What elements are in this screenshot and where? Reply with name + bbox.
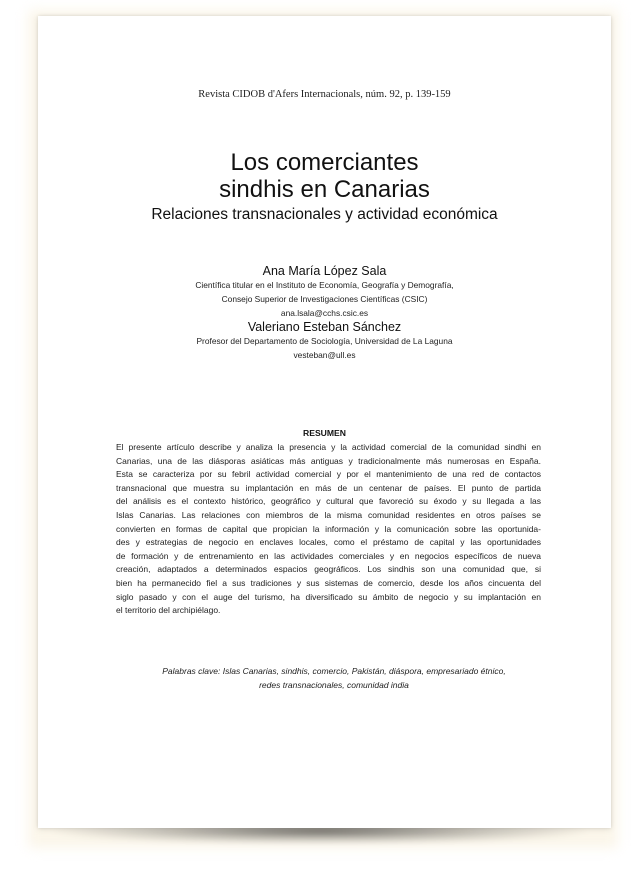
author-2-affiliation-line-1: Profesor del Departamento de Sociología, Universidad de La Laguna <box>196 336 453 346</box>
author-1-affiliation-line-1: Científica titular en el Instituto de Economía, Geografía y Demografía, <box>195 280 454 290</box>
keywords <box>133 664 535 692</box>
abstract-line: convierten en formas de capital que propician la información y la comunicación sobre las oportunida- <box>116 523 541 534</box>
abstract-heading: RESUMEN <box>303 428 346 438</box>
abstract-line: creación, adaptados a determinados espacios geográficos. Los sindhis son una comunidad que, si <box>116 564 541 575</box>
title-line-1: Los comerciantes <box>230 149 419 176</box>
title-line-2: sindhis en Canarias <box>219 176 430 203</box>
abstract-line: Islas Canarias. Las relaciones con miembros de la misma comunidad residentes en otros países se <box>116 509 541 520</box>
abstract-line: bien ha permanecido fiel a sus tradiciones y sus sistemas de comercio, desde los años cincuenta del <box>116 577 541 588</box>
abstract-line: de formación y de entrenamiento en las actividades comerciales y en negocios específicos de nueva <box>116 550 541 561</box>
abstract-line: transnacional que muestra su implantación en más de un centenar de países. El punto de partida <box>116 482 541 493</box>
abstract-line: del análisis es el contexto histórico, geográfico y cultural que favoreció su éxodo y su llegada a las <box>116 496 541 507</box>
document-page <box>38 16 611 828</box>
abstract-line: des y estrategias de negocio en enclaves locales, como el préstamo de capital y las oportunidades <box>116 537 541 548</box>
author-name-1: Ana María López Sala <box>262 264 387 278</box>
keywords-line-2: redes transnacionales, comunidad india <box>259 680 409 690</box>
abstract-line: Esta se caracteriza por su febril actividad comercial y por el mantenimiento de una red de contactos <box>116 469 541 480</box>
abstract-line: El presente artículo describe y analiza la presencia y la actividad comercial de la comunidad sindhi en <box>116 442 541 452</box>
abstract-line: Canarias, una de las diásporas asiáticas más antiguas y tradicionalmente más numerosas en España. <box>116 455 541 466</box>
author-1-email: ana.lsala@cchs.csic.es <box>280 308 369 318</box>
abstract-line: el territorio del archipiélago. <box>116 605 221 616</box>
author-name-2: Valeriano Esteban Sánchez <box>247 320 402 334</box>
abstract-line: siglo pasado y con el auge del turismo, ha diversificado su ámbito de negocio y su implantación en <box>116 591 541 602</box>
keywords-line-1: Palabras clave: Islas Canarias, sindhis, comercio, Pakistán, diáspora, empresariado étnico, <box>162 666 506 676</box>
journal-citation: Revista CIDOB d'Afers Internacionals, núm. 92, p. 139-159 <box>198 89 451 100</box>
subtitle: Relaciones transnacionales y actividad económica <box>151 206 498 223</box>
abstract-body <box>116 441 541 618</box>
author-2-email: vesteban@ull.es <box>293 350 356 360</box>
author-1-affiliation-line-2: Consejo Superior de Investigaciones Científicas (CSIC) <box>221 294 428 304</box>
